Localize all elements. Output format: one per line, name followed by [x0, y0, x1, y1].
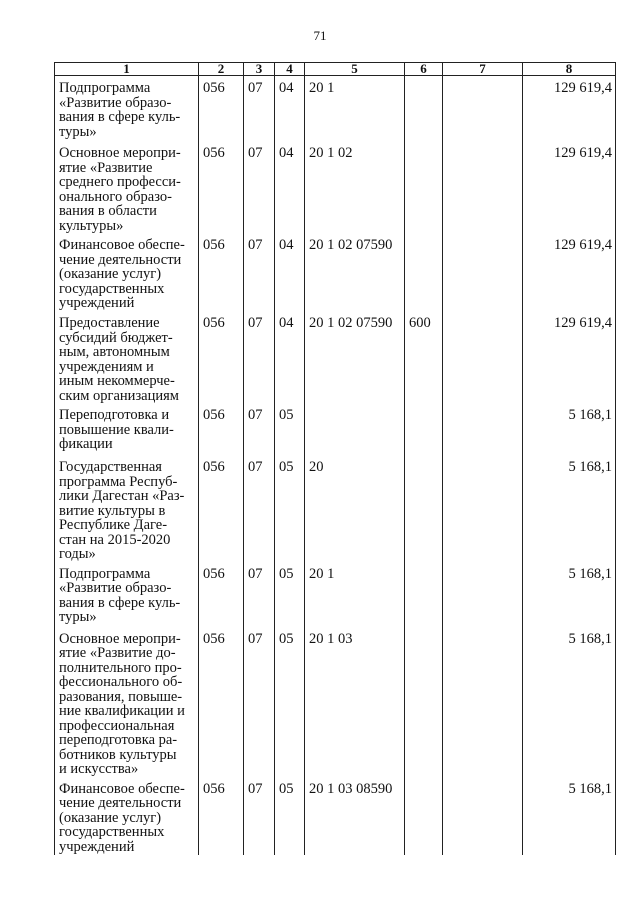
- ministry-code: 056: [199, 311, 244, 403]
- target-article-code: 20 1 02: [305, 141, 405, 233]
- target-article-code: 20 1 02 07590: [305, 233, 405, 311]
- table-row: [55, 233, 616, 311]
- ministry-code: 056: [199, 233, 244, 311]
- column-7-cell: [443, 76, 523, 142]
- ministry-code: 056: [199, 455, 244, 562]
- column-7-cell: [443, 455, 523, 562]
- ministry-code: 056: [199, 76, 244, 142]
- subsection-code: 04: [275, 311, 305, 403]
- expense-type-code: 600: [405, 311, 443, 403]
- ministry-code: 056: [199, 777, 244, 855]
- target-article-code: 20 1 03: [305, 627, 405, 777]
- table-row: [55, 141, 616, 233]
- section-code: 07: [244, 403, 275, 455]
- table-row: [55, 562, 616, 627]
- expense-type-code: [405, 141, 443, 233]
- item-name: Подпрограмма «Развитие образо- вания в сфере куль- туры»: [55, 562, 199, 627]
- item-name: Основное меропри- ятие «Развитие до- полнительного про- фессионального об- разования, повыше- ние квалификации и профессиональная переподготовка ра- ботников культуры и искусства»: [55, 627, 199, 777]
- item-name: Основное меропри- ятие «Развитие среднего професси- онального образо- вания в области культуры»: [55, 141, 199, 233]
- page-number: 71: [313, 28, 327, 43]
- column-header: 8: [523, 63, 616, 76]
- subsection-code: 05: [275, 455, 305, 562]
- amount: 129 619,4: [523, 141, 616, 233]
- section-code: 07: [244, 777, 275, 855]
- item-name: Предоставление субсидий бюджет- ным, автономным учреждениям и иным некоммерче- ским организациям: [55, 311, 199, 403]
- subsection-code: 05: [275, 403, 305, 455]
- column-7-cell: [443, 233, 523, 311]
- target-article-code: 20: [305, 455, 405, 562]
- amount: 5 168,1: [523, 455, 616, 562]
- item-name: Подпрограмма «Развитие образо- вания в сфере куль- туры»: [55, 76, 199, 142]
- section-code: 07: [244, 562, 275, 627]
- expense-type-code: [405, 233, 443, 311]
- subsection-code: 04: [275, 233, 305, 311]
- subsection-code: 04: [275, 141, 305, 233]
- section-code: 07: [244, 76, 275, 142]
- target-article-code: [305, 403, 405, 455]
- amount: 129 619,4: [523, 76, 616, 142]
- table-row: [55, 627, 616, 777]
- column-header: 2: [199, 63, 244, 76]
- column-7-cell: [443, 403, 523, 455]
- column-7-cell: [443, 777, 523, 855]
- subsection-code: 04: [275, 76, 305, 142]
- table-row: [55, 403, 616, 455]
- column-header: 3: [244, 63, 275, 76]
- amount: 5 168,1: [523, 627, 616, 777]
- ministry-code: 056: [199, 403, 244, 455]
- item-name: Финансовое обеспе- чение деятельности (оказание услуг) государственных учреждений: [55, 233, 199, 311]
- ministry-code: 056: [199, 627, 244, 777]
- column-header: 6: [405, 63, 443, 76]
- column-header: 7: [443, 63, 523, 76]
- section-code: 07: [244, 141, 275, 233]
- column-header: 1: [55, 63, 199, 76]
- expense-type-code: [405, 562, 443, 627]
- subsection-code: 05: [275, 562, 305, 627]
- ministry-code: 056: [199, 562, 244, 627]
- column-header: 5: [305, 63, 405, 76]
- header-row: [55, 63, 616, 76]
- subsection-code: 05: [275, 627, 305, 777]
- column-7-cell: [443, 562, 523, 627]
- item-name: Финансовое обеспе- чение деятельности (оказание услуг) государственных учреждений: [55, 777, 199, 855]
- table-row: [55, 76, 616, 142]
- column-7-cell: [443, 627, 523, 777]
- expense-type-code: [405, 76, 443, 142]
- table-row: [55, 311, 616, 403]
- target-article-code: 20 1: [305, 76, 405, 142]
- amount: 5 168,1: [523, 562, 616, 627]
- expense-type-code: [405, 627, 443, 777]
- column-header: 4: [275, 63, 305, 76]
- column-7-cell: [443, 311, 523, 403]
- section-code: 07: [244, 627, 275, 777]
- subsection-code: 05: [275, 777, 305, 855]
- item-name: Переподготовка и повышение квали- фикации: [55, 403, 199, 455]
- amount: 5 168,1: [523, 777, 616, 855]
- table-row: [55, 777, 616, 855]
- section-code: 07: [244, 311, 275, 403]
- budget-table: [54, 62, 616, 855]
- table-row: [55, 455, 616, 562]
- amount: 129 619,4: [523, 233, 616, 311]
- target-article-code: 20 1 03 08590: [305, 777, 405, 855]
- expense-type-code: [405, 403, 443, 455]
- amount: 129 619,4: [523, 311, 616, 403]
- ministry-code: 056: [199, 141, 244, 233]
- expense-type-code: [405, 777, 443, 855]
- amount: 5 168,1: [523, 403, 616, 455]
- column-7-cell: [443, 141, 523, 233]
- section-code: 07: [244, 233, 275, 311]
- expense-type-code: [405, 455, 443, 562]
- item-name: Государственная программа Респуб- лики Дагестан «Раз- витие культуры в Республике Даге- стан на 2015-2020 годы»: [55, 455, 199, 562]
- target-article-code: 20 1 02 07590: [305, 311, 405, 403]
- target-article-code: 20 1: [305, 562, 405, 627]
- section-code: 07: [244, 455, 275, 562]
